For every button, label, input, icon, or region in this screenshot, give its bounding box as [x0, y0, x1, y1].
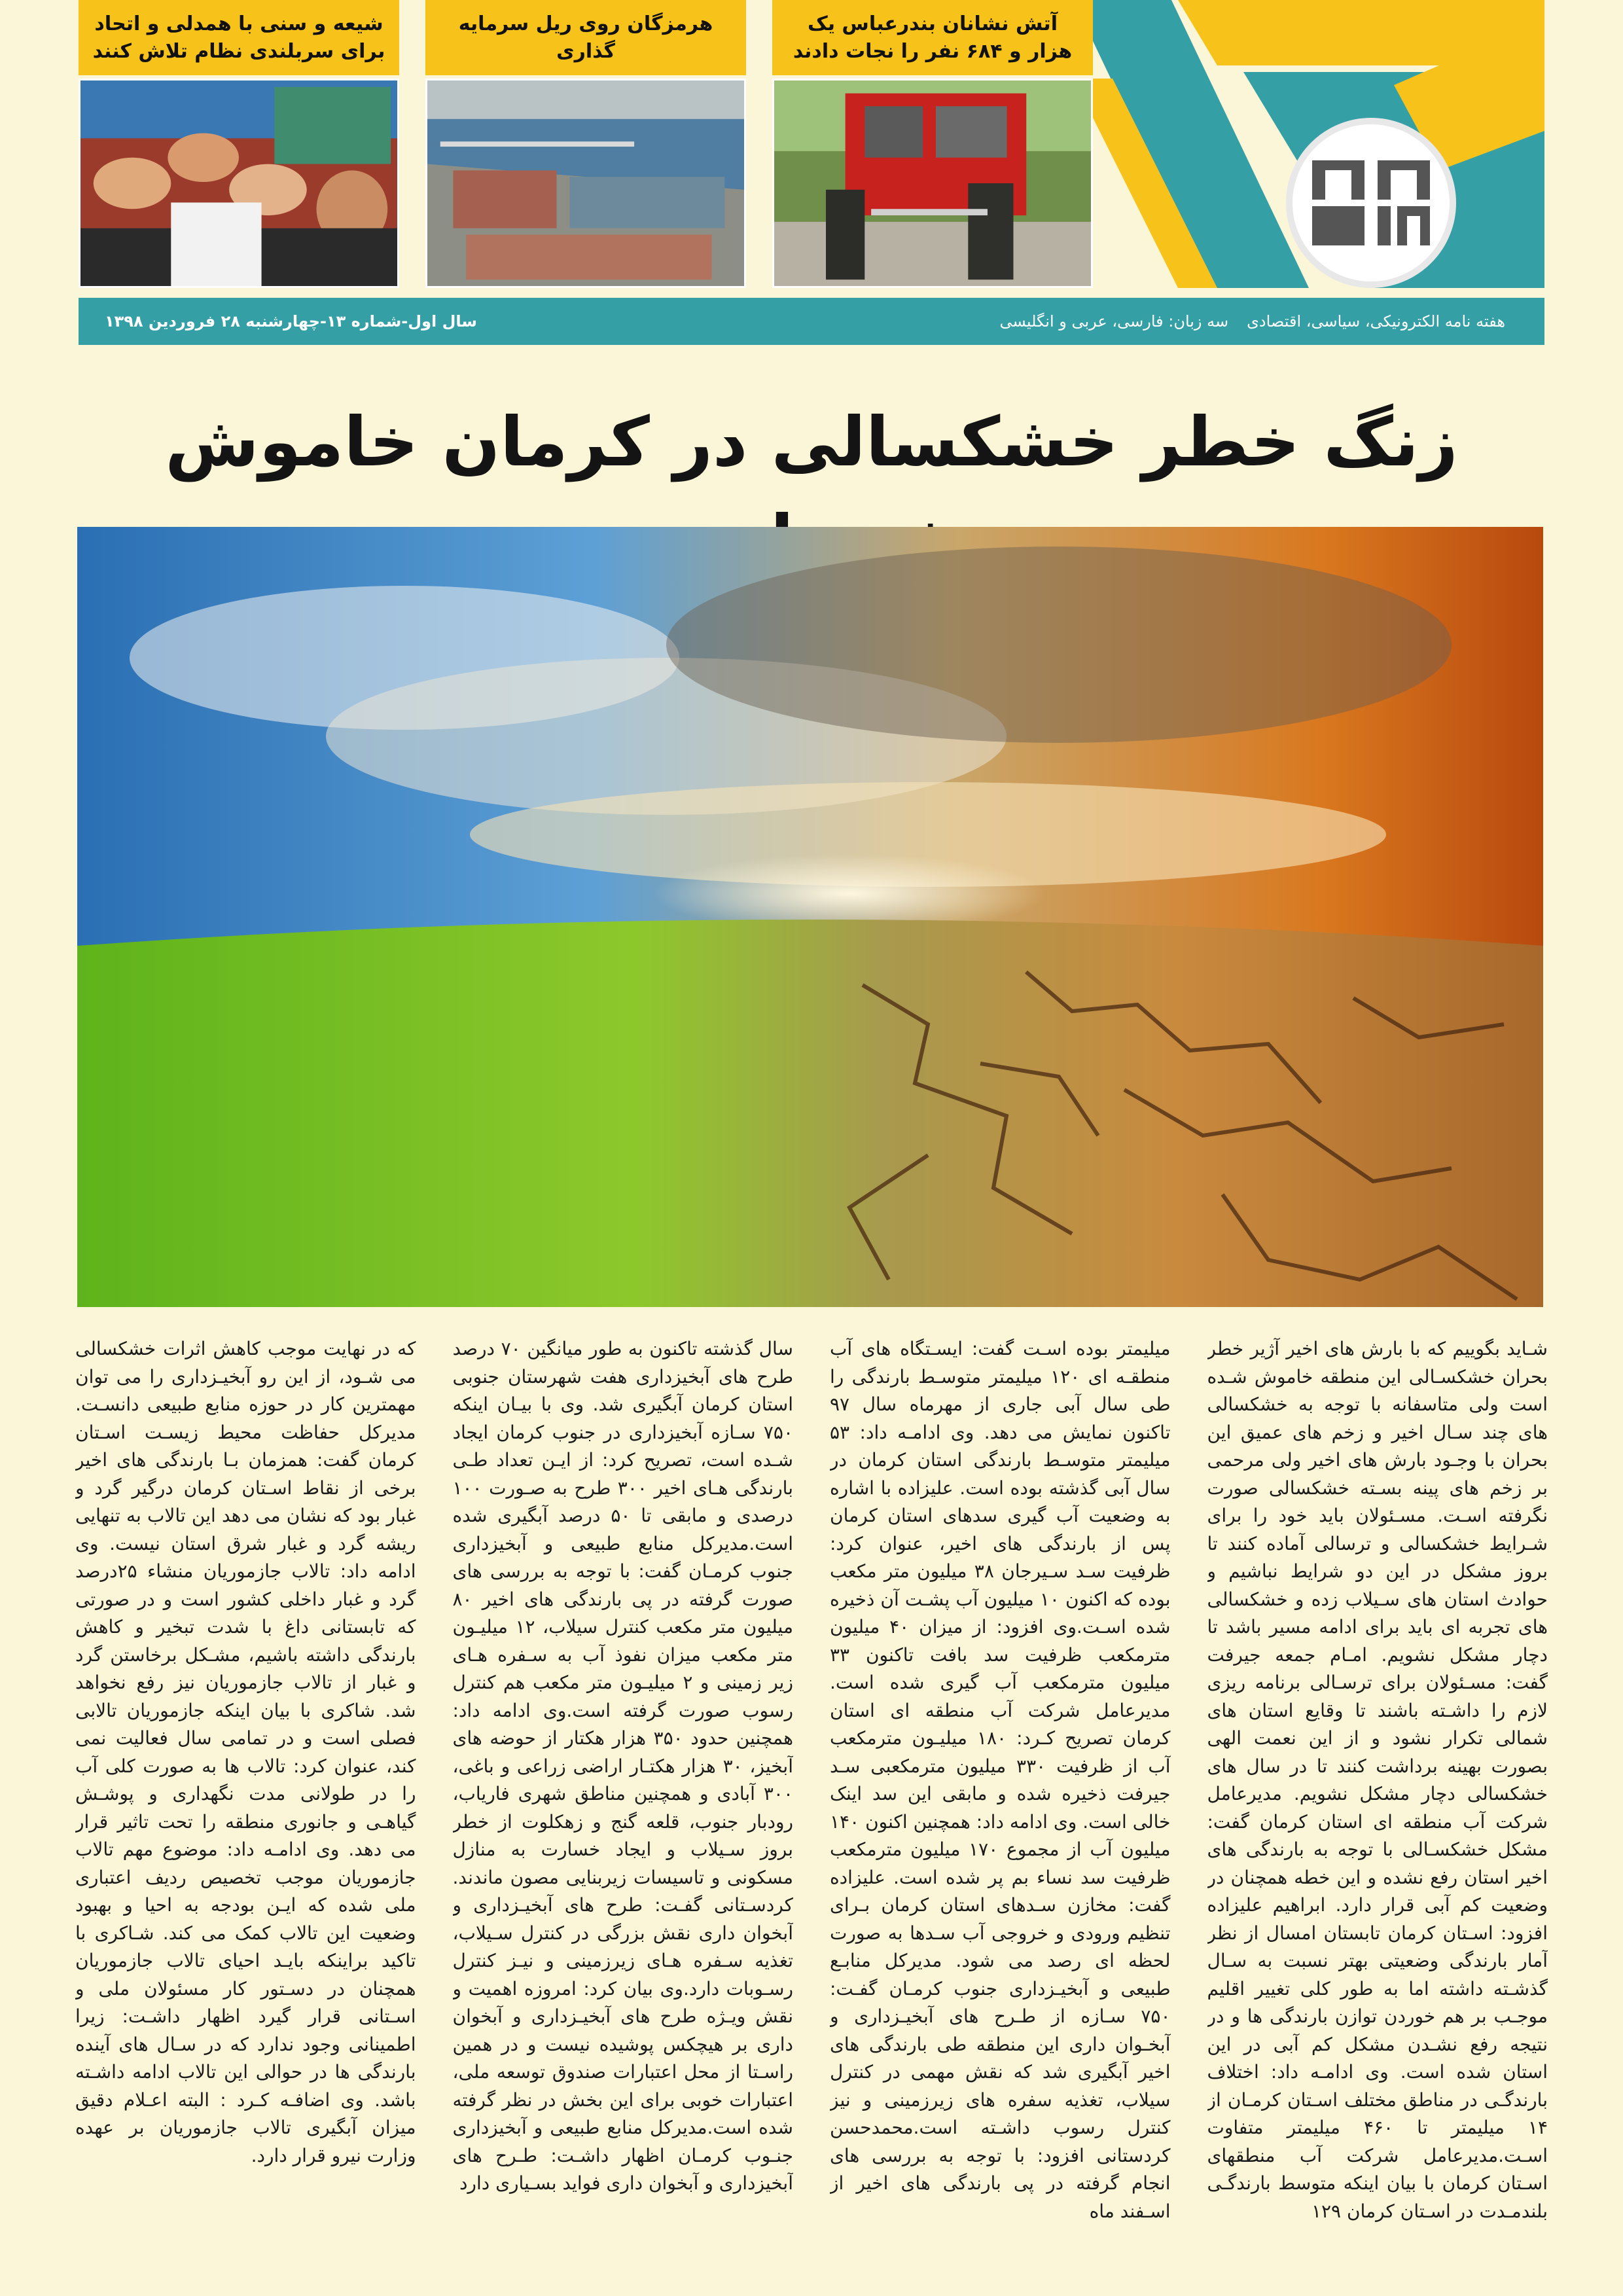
article-column-1	[1207, 1335, 1548, 2238]
masthead-tagline: هفته نامه الکترونیکی، سیاسی، اقتصادی	[1247, 312, 1505, 331]
teaser-port-photo	[425, 79, 746, 288]
masthead-dateline	[79, 298, 1544, 345]
article-paragraph: سال گذشته تاکنون به طور میانگین ۷۰ درصد طرح های آبخیزداری هفت شهرستان جنوبی استان کرمان آبگیری شد. وی با بیـان اینکه ۷۵۰ سـازه آبخیزداری در جنوب کرمان ایجاد شـده است، تصریح کرد: از ایـن تعداد طـی بارندگی هـای اخیر ۳۰۰ طرح به صـورت ۱۰۰ درصدی و مابقی تا ۵۰ درصد آبگیری شده است.مدیرکل منابع طبیعی و آبخیزداری جنوب کرمـان گفت: با توجه به بررسی های صورت گرفته در پی بارندگی های اخیر ۸۰ میلیون متر مکعب کنترل سیلاب، ۱۲ میلیـون متر مکعب میزان نفوذ آب به سـفره هـای زیر زمینی و ۲ میلیـون متر مکعب هم کنترل رسوب صورت گرفته است.وی ادامه داد: همچنین حدود ۳۵۰ هزار هکتار از حوضه های آبخیز، ۳۰ هزار هکتـار اراضی زراعی و باغی، ۳۰۰ آبادی و همچنین مناطق شهری فاریاب، رودبار جنوب، قلعه گنج و زهکلوت از خطر بروز سـیلاب و ایجاد خسارت به منازل مسکونی و تاسیسات زیربنایی مصون ماندند. کردسـتانی گفـت: طرح های آبخیـزداری و آبخوان داری نقش بزرگی در کنترل سـیلاب، تغذیه سـفره هـای زیرزمینی و نیـز کنترل رسـوبات دارد.وی بیان کرد: امروزه اهمیت و نقش ویـژه طرح های آبخیـزداری و آبخوان داری بر هیچکس پوشیده نیست و در همین راسـتا از محل اعتبارات صندوق توسعه ملی، اعتبارات خوبی برای این بخش در نظر گرفته شده است.مدیرکل منابع طبیعی و آبخیزداری جنـوب کرمـان اظهار داشـت: طـرح های آبخیزداری و آبخوان داری فواید بسـیاری دارد	[452, 1338, 793, 2194]
hero-drought-photo	[77, 527, 1543, 1307]
teaser-fire[interactable]	[772, 0, 1093, 288]
main-headline: زنگ خطر خشکسالی در کرمان خاموش	[165, 402, 1458, 482]
article-column-4	[75, 1335, 416, 2238]
teaser-fire-photo	[772, 79, 1093, 288]
article-paragraph: که در نهایت موجب کاهش اثرات خشکسالی می شـود، از این رو آبخیـزداری را می توان مهمترین کار در حوزه منابع طبیعی دانسـت. مدیرکل حفاظت محیط زیسـت اسـتان کرمان گفت: همزمان بـا بارندگی های اخیر برخی از نقاط اسـتان کرمان درگیر گرد و غبار بود که نشان می دهد این تالاب به تنهایی ریشه گرد و غبار شرق استان نیست. وی ادامه داد: تالاب جازموریان منشاء ۲۵درصد گرد و غبار داخلی کشور است و در صورتی که تابستانی داغ با شدت تبخیر و کاهش بارندگی داشته باشیم، مشـکل برخاستن گرد و غبار از تالاب جازموریان نیز رفع نخواهد شد. شاکری با بیان اینکه جازموریان تالابی فصلی است و در تمامی سال فعالیت نمی کند، عنوان کرد: تالاب ها به صورت کلی آب را در طولانی مدت نگهداری و پوشـش گیاهـی و جانوری منطقه را تحت تاثیر قرار می دهد. وی ادامـه داد: موضوع مهم تالاب جازموریان موجب تخصیص ردیف اعتباری ملی شده که ایـن بودجه به احیا و بهبود وضعیت این تالاب کمک می کند. شـاکری با تاکید براینکه بایـد احیای تالاب جازموریان همچنان در دسـتور کار مسئولان ملی و اسـتانی قرار گیرد اظهار داشـت: زیرا اطمینانی وجود ندارد که در سـال های آینده بارندگی ها در حوالی این تالاب ادامه داشـته باشد. وی اضافـه کـرد : البته اعـلام دقیق میزان آبگیری تالاب جازموریان بر عهده وزارت نیرو قرار دارد.	[75, 1338, 416, 2166]
masthead-languages: سه زبان: فارسی، عربی و انگلیسی	[999, 312, 1229, 331]
teaser-fire-title[interactable]: آتش نشانان بندرعباس یک هزار و ۶۸۴ نفر را نجات دادند	[772, 0, 1093, 75]
logo-mark-icon	[1299, 147, 1443, 259]
article-column-3	[453, 1335, 794, 2238]
article-paragraph: شـاید بگوییم که با بارش های اخیر آژیر خطر بحران خشکسـالی این منطقه خاموش شـده است ولی متاسفانه با توجه به خشکسالی های چند سـال اخیر و زخم های عمیق این بحران با وجـود بارش های اخیر ولی مرحمی بر زخم های پینه بسـته خشکسالی صورت نگرفته اسـت. مسـئولان باید خود را برای شـرایط خشکسالی و ترسالی آماده کنند تا بروز مشکل در این دو شرایط نباشیم و حوادث استان های سـیلاب زده و خشکسالی های تجربه ای باید برای ادامه مسیر باشد تا دچار مشکل نشویم. امـام جمعه جیرفت گفت: مسـئولان برای ترسـالی برنامه ریزی لازم را داشـته باشند تا وقایع استان های شمالی تکرار نشود و از این نعمت الهی بصورت بهینه برداشت کنند تا در سال های خشکسالی دچار مشکل نشویم. مدیرعامل شرکت آب منطقه ای استان کرمان گفت: مشکل خشکسـالی با توجه به بارندگی های اخیر استان رفع نشده و این خطه همچنان در وضعیت کم آبی قرار دارد. ابراهیم علیزاده افزود: اسـتان کرمان تابستان امسال از نظر آمار بارندگی وضعیتی بهتر نسبت به سـال گذشـته داشته اما به طور کلی تغییر اقلیم موجـب بر هم خوردن توازن بارندگی ها و در نتیجه رفع نشـدن مشکل کم آبی در این استان شده است. وی ادامـه داد: اختلاف بارندگـی در مناطق مختلف اسـتان کرمـان از ۱۴ میلیمتر تا ۴۶۰ میلیمتر متفاوت اسـت.مدیرعامل شرکت آب منطقهای اسـتان کرمان با بیان اینکه متوسط بارندگـی بلندمـدت در اسـتان کرمان ۱۲۹	[1207, 1338, 1548, 2222]
teaser-unity[interactable]	[79, 0, 399, 288]
teaser-port-title[interactable]: هرمزگان روی ریل سرمایه گذاری	[425, 0, 746, 75]
teaser-port[interactable]	[425, 0, 746, 288]
issue-info: سال اول-شماره ۱۳-چهارشنبه ۲۸ فروردین ۱۳۹۸	[105, 312, 478, 331]
article-paragraph: میلیمتر بوده اسـت گفت: ایسـتگاه های آب منطقـه ای ۱۲۰ میلیمتر متوسـط بارندگی را طی سال آبی جاری از مهرماه سال ۹۷ تاکنون نمایش می دهد. وی ادامـه داد: ۵۳ میلیمتر متوسـط بارندگی استان کرمان در سال آبی گذشته بوده است. علیزاده با اشاره به وضعیت آب گیری سدهای استان کرمان پس از بارندگی های اخیر، عنوان کرد: ظرفیت سـد سـیرجان ۳۸ میلیون متر مکعب بوده که اکنون ۱۰ میلیون آب پشـت آن ذخیره شده اسـت.وی افزود: از میزان ۴۰ میلیون مترمکعب ظرفیت سد بافت تاکنون ۳۳ میلیون مترمکعب آب گیری شده است. مدیرعامل شرکت آب منطقه ای استان کرمان تصریح کـرد: ۱۸۰ میلیـون مترمکعب آب از ظرفیت ۳۳۰ میلیون مترمکعبی سـد جیرفت ذخیره شده و مابقی این سد اینک خالی است. وی ادامه داد: همچنین اکنون ۱۴۰ میلیون آب از مجموع ۱۷۰ میلیون مترمکعب ظرفیت سد نساء بم پر شده است. علیزاده گفت: مخازن سـدهای استان کرمان بـرای تنظیم ورودی و خروجی آب سـدها به صورت لحظه ای رصد می شود. مدیرکل منابـع طبیعی و آبخیـزداری جنوب کرمـان گفـت: ۷۵۰ سـازه از طـرح های آبخیـزداری و آبخـوان داری این منطقه طی بارندگی های اخیر آبگیری شد که نقش مهمی در کنترل سیلاب، تغذیه سفره های زیرزمینی و نیز کنترل رسوب داشـته است.محمدحسن کردستانی افزود: با توجه به بررسی های انجام گرفته در پی بارندگی های اخیر از اسـفند ماه	[830, 1338, 1171, 2222]
masthead-logo[interactable]	[1286, 118, 1456, 288]
teaser-unity-title[interactable]: شیعه و سنی با همدلی و اتحاد برای سربلندی نظام تلاش کنند	[79, 0, 399, 75]
teaser-unity-photo	[79, 79, 399, 288]
article-body	[75, 1335, 1548, 2238]
article-column-2	[830, 1335, 1171, 2238]
